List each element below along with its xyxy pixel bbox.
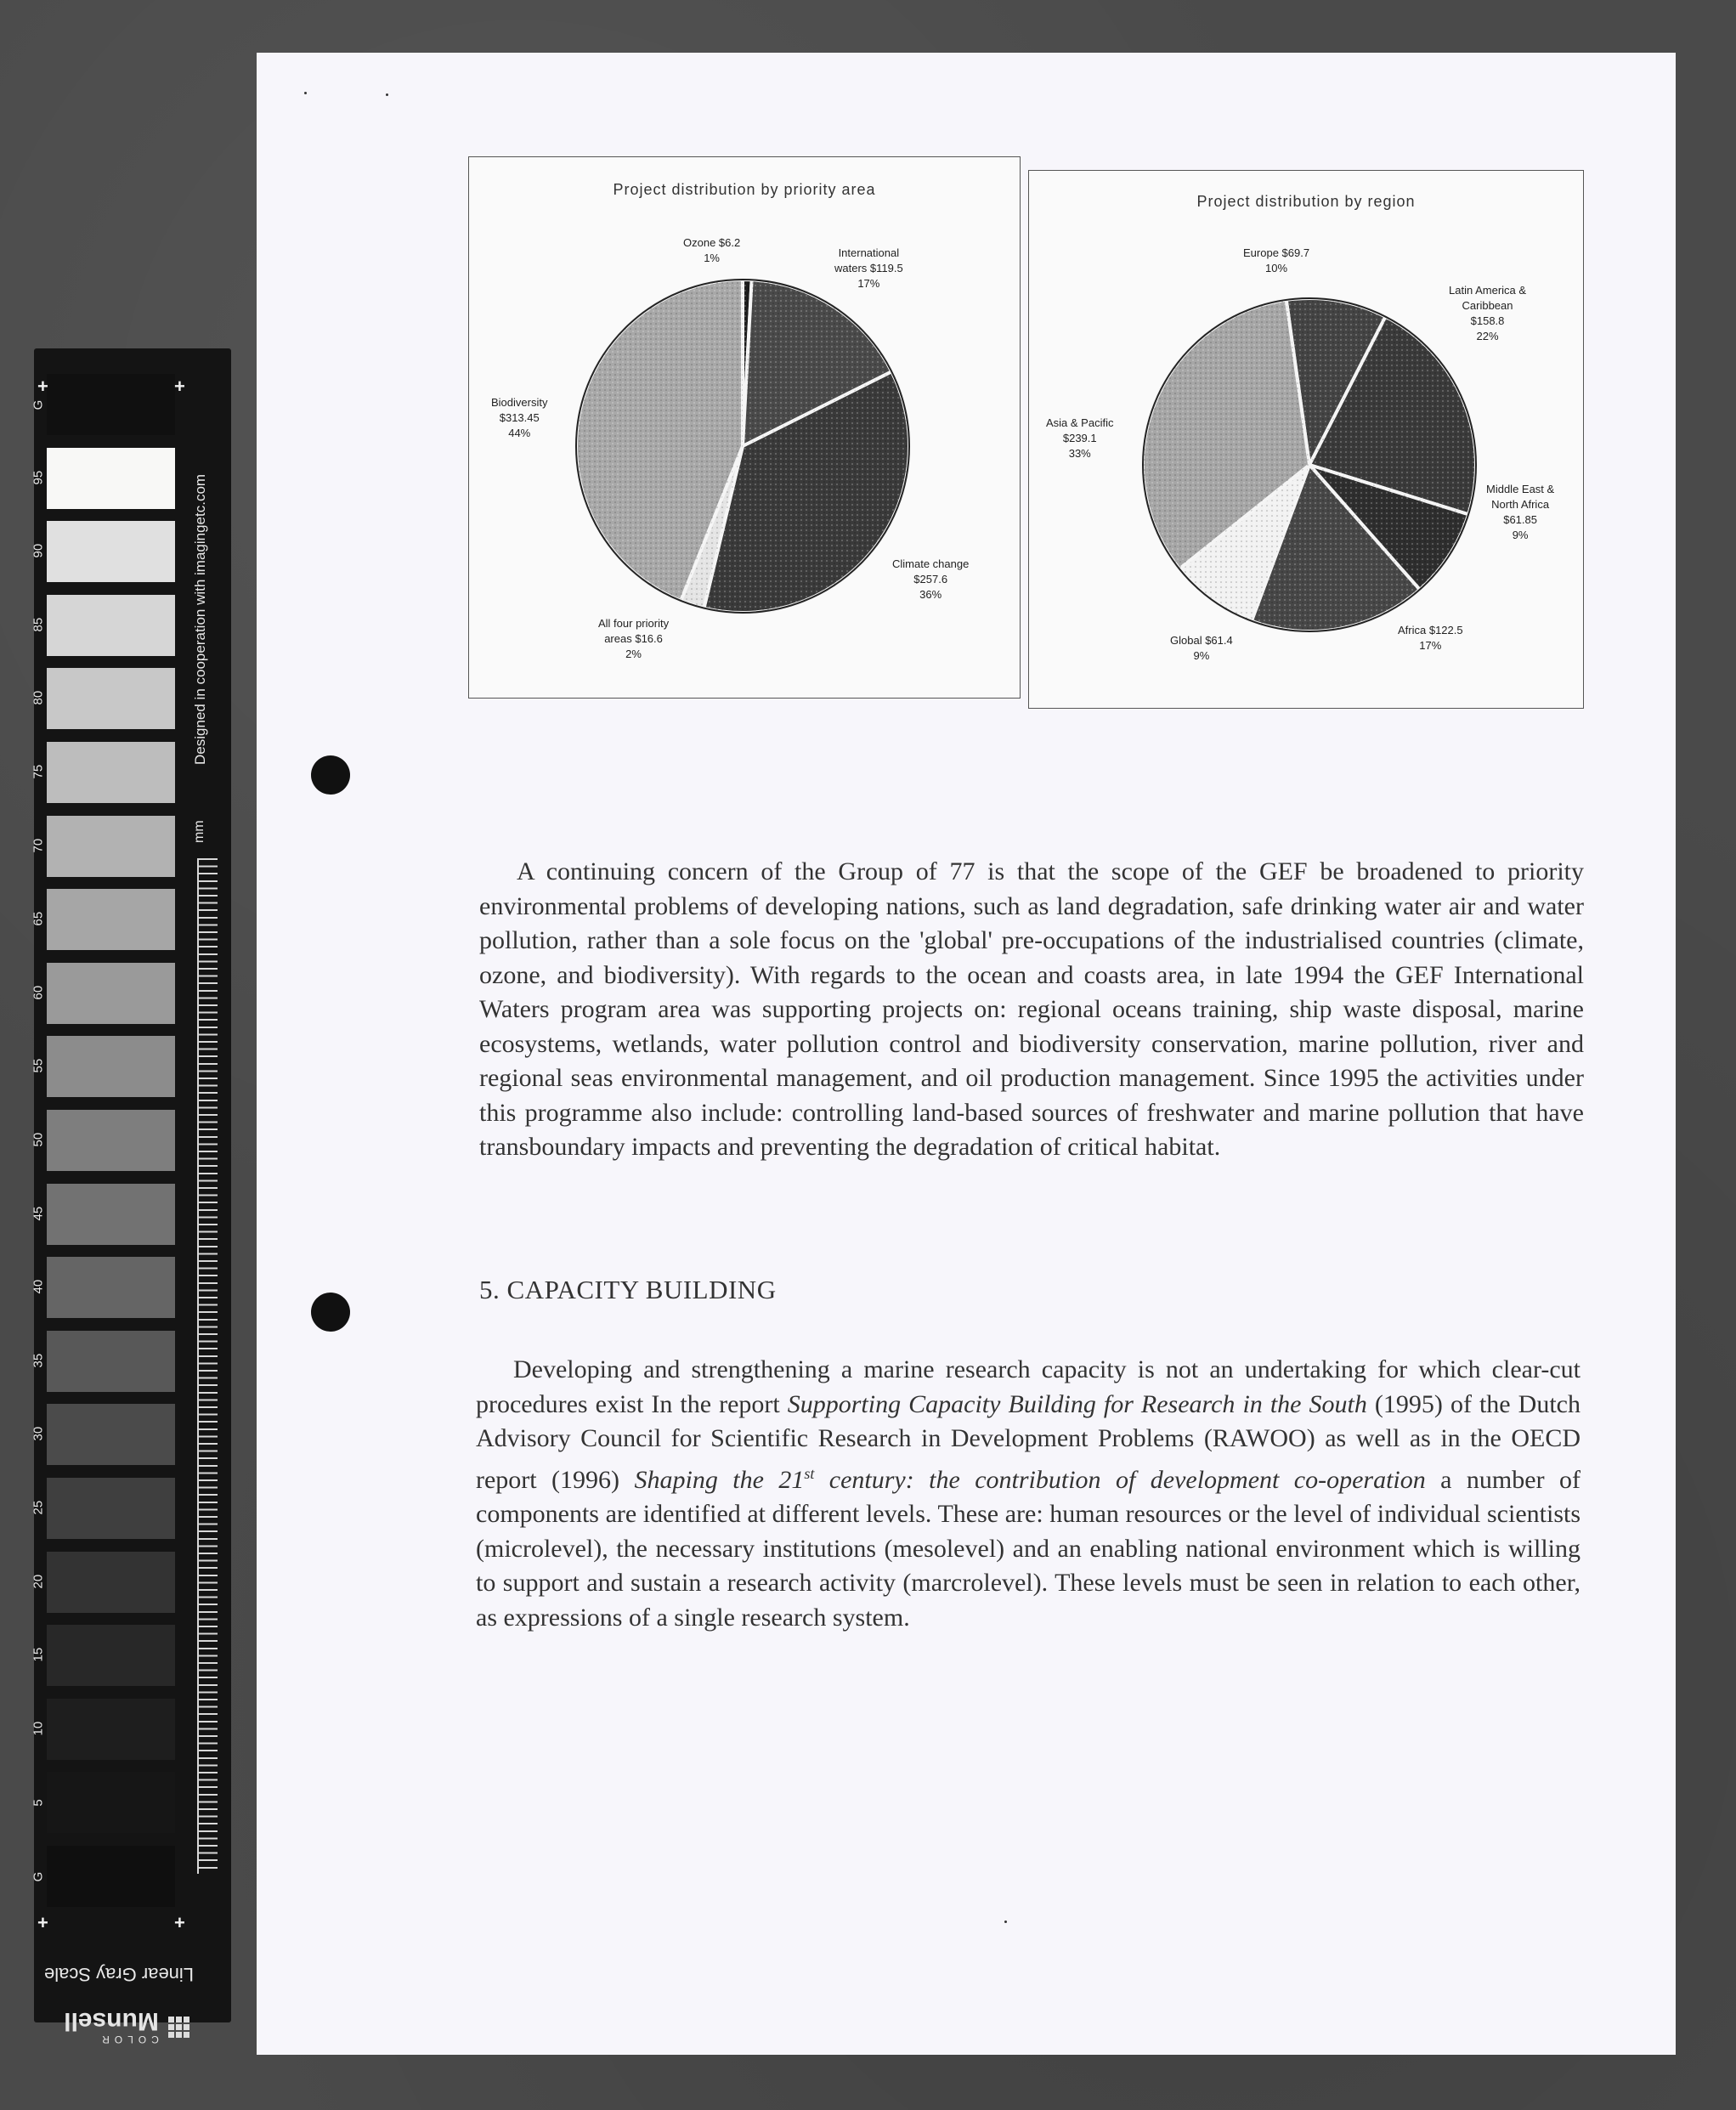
registration-mark: + bbox=[174, 376, 185, 397]
gray-patch bbox=[47, 374, 175, 435]
gray-patch bbox=[47, 1036, 175, 1097]
gray-patch bbox=[47, 1772, 175, 1833]
munsell-grid-icon bbox=[166, 2014, 191, 2039]
gray-patch bbox=[47, 1699, 175, 1760]
gray-patch bbox=[47, 1846, 175, 1907]
scale-number: 65 bbox=[31, 912, 46, 926]
scale-number: 60 bbox=[31, 985, 46, 1000]
scale-number: 40 bbox=[31, 1280, 46, 1294]
figure-region bbox=[1028, 170, 1584, 709]
gray-patch bbox=[47, 521, 175, 582]
gray-patch bbox=[47, 1552, 175, 1613]
scale-number: 25 bbox=[31, 1500, 46, 1515]
mm-label: mm bbox=[192, 820, 206, 843]
label-ozone: Ozone $6.2 1% bbox=[683, 236, 741, 264]
brand-name: Munsell bbox=[64, 2007, 159, 2035]
chart-title: Project distribution by region bbox=[1196, 193, 1416, 210]
scale-number: 85 bbox=[31, 617, 46, 632]
mm-ruler bbox=[197, 858, 218, 1874]
gray-patch bbox=[47, 1331, 175, 1392]
registration-mark: + bbox=[37, 376, 48, 397]
registration-mark: + bbox=[174, 1912, 185, 1933]
scale-number: 10 bbox=[31, 1721, 46, 1736]
scale-number: 20 bbox=[31, 1574, 46, 1589]
scale-number: G bbox=[31, 1871, 46, 1882]
label-middle-east: Middle East & North Africa $61.85 9% bbox=[1486, 483, 1555, 541]
scale-number: 55 bbox=[31, 1059, 46, 1073]
gray-patch bbox=[47, 1478, 175, 1539]
paragraph-capacity: Developing and strengthening a marine research capacity is not an undertaking for which clear-cut procedures exist In the report Supporting Capacity Building for Research in the South (1995) of the Dutch Advisory Council for Scientific Research in Development Problems (RAWOO) as well as in the OECD report (1996) Shaping the 21st century: the contribution of development co-operation a number of components are identified at different levels. These are: human resources or the level of individual scientists (microlevel), the necessary institutions (mesolevel) and an enabling national environment which is willing to support and sustain a research activity (marcrolevel). These levels must be seen in relation to each other, as expressions of a single research system. bbox=[476, 1355, 1580, 1632]
credit-text: Designed in cooperation with imagingetc.com bbox=[192, 473, 208, 765]
speck bbox=[304, 92, 307, 94]
gray-patch bbox=[47, 668, 175, 729]
label-europe: Europe $69.7 10% bbox=[1243, 246, 1310, 274]
label-biodiversity: Biodiversity $313.45 44% bbox=[491, 396, 548, 439]
scale-number: 90 bbox=[31, 544, 46, 558]
gray-patch bbox=[47, 1404, 175, 1465]
scale-number: 30 bbox=[31, 1427, 46, 1441]
label-international-waters: International waters $119.5 17% bbox=[834, 246, 903, 290]
gray-patch bbox=[47, 595, 175, 656]
scale-number: 70 bbox=[31, 838, 46, 853]
paragraph-gef: A continuing concern of the Group of 77 is that the scope of the GEF be broadened to priority environmental problems of developing nations, such as land degradation, safe drinking water air and water pollution, rather than a sole focus on the 'global' pre-occupations of the industrialised countries (climate, ozone, and biodiversity). With regards to the ocean and coasts area, in late 1994 the GEF International Waters program area was supporting projects on: regional oceans training, ship waste disposal, marine ecosystems, wetlands, water pollution control and biodiversity conservation, marine pollution, river and regional seas environmental management, and oil production management. Since 1995 the activities under this programme also include: controlling land-based sources of freshwater and marine pollution that have transboundary impacts and preventing the degradation of critical habitat. bbox=[479, 857, 1584, 1161]
gray-patch bbox=[47, 1257, 175, 1318]
scale-number: 75 bbox=[31, 764, 46, 779]
gray-patch bbox=[47, 816, 175, 877]
section-heading: 5. CAPACITY BUILDING bbox=[479, 1275, 777, 1304]
pie-chart-priority bbox=[469, 157, 1020, 698]
label-latin-america: Latin America & Caribbean $158.8 22% bbox=[1449, 284, 1527, 342]
speck bbox=[386, 93, 388, 96]
gray-patch bbox=[47, 889, 175, 950]
gray-patch bbox=[47, 1110, 175, 1171]
munsell-logo bbox=[42, 2001, 212, 2052]
label-africa: Africa $122.5 17% bbox=[1398, 624, 1463, 652]
gray-patch bbox=[47, 742, 175, 803]
gray-patch bbox=[47, 448, 175, 509]
figure-priority-area bbox=[468, 156, 1021, 699]
scale-title: Linear Gray Scale bbox=[43, 1964, 195, 1985]
punch-hole bbox=[311, 755, 350, 795]
punch-hole bbox=[311, 1293, 350, 1332]
scale-number: 80 bbox=[31, 691, 46, 705]
gray-patch bbox=[47, 963, 175, 1024]
speck bbox=[1004, 1920, 1007, 1923]
scale-number: 95 bbox=[31, 470, 46, 485]
gray-patch bbox=[47, 1184, 175, 1245]
scale-number: G bbox=[31, 399, 46, 410]
brand-sub: COLOR bbox=[97, 2034, 159, 2045]
registration-mark: + bbox=[37, 1912, 48, 1933]
gray-scale-card bbox=[31, 348, 231, 2045]
label-all-four: All four priority areas $16.6 2% bbox=[598, 617, 670, 660]
label-climate-change: Climate change $257.6 36% bbox=[892, 557, 970, 601]
scale-number: 15 bbox=[31, 1648, 46, 1662]
scale-number: 35 bbox=[31, 1353, 46, 1368]
document-page bbox=[257, 53, 1676, 2055]
scale-number: 45 bbox=[31, 1206, 46, 1221]
gray-patch bbox=[47, 1625, 175, 1686]
scale-number: 50 bbox=[31, 1132, 46, 1147]
label-asia-pacific: Asia & Pacific $239.1 33% bbox=[1046, 416, 1114, 460]
chart-title: Project distribution by priority area bbox=[613, 181, 876, 198]
scale-number: 5 bbox=[31, 1799, 46, 1807]
label-global: Global $61.4 9% bbox=[1170, 634, 1233, 662]
